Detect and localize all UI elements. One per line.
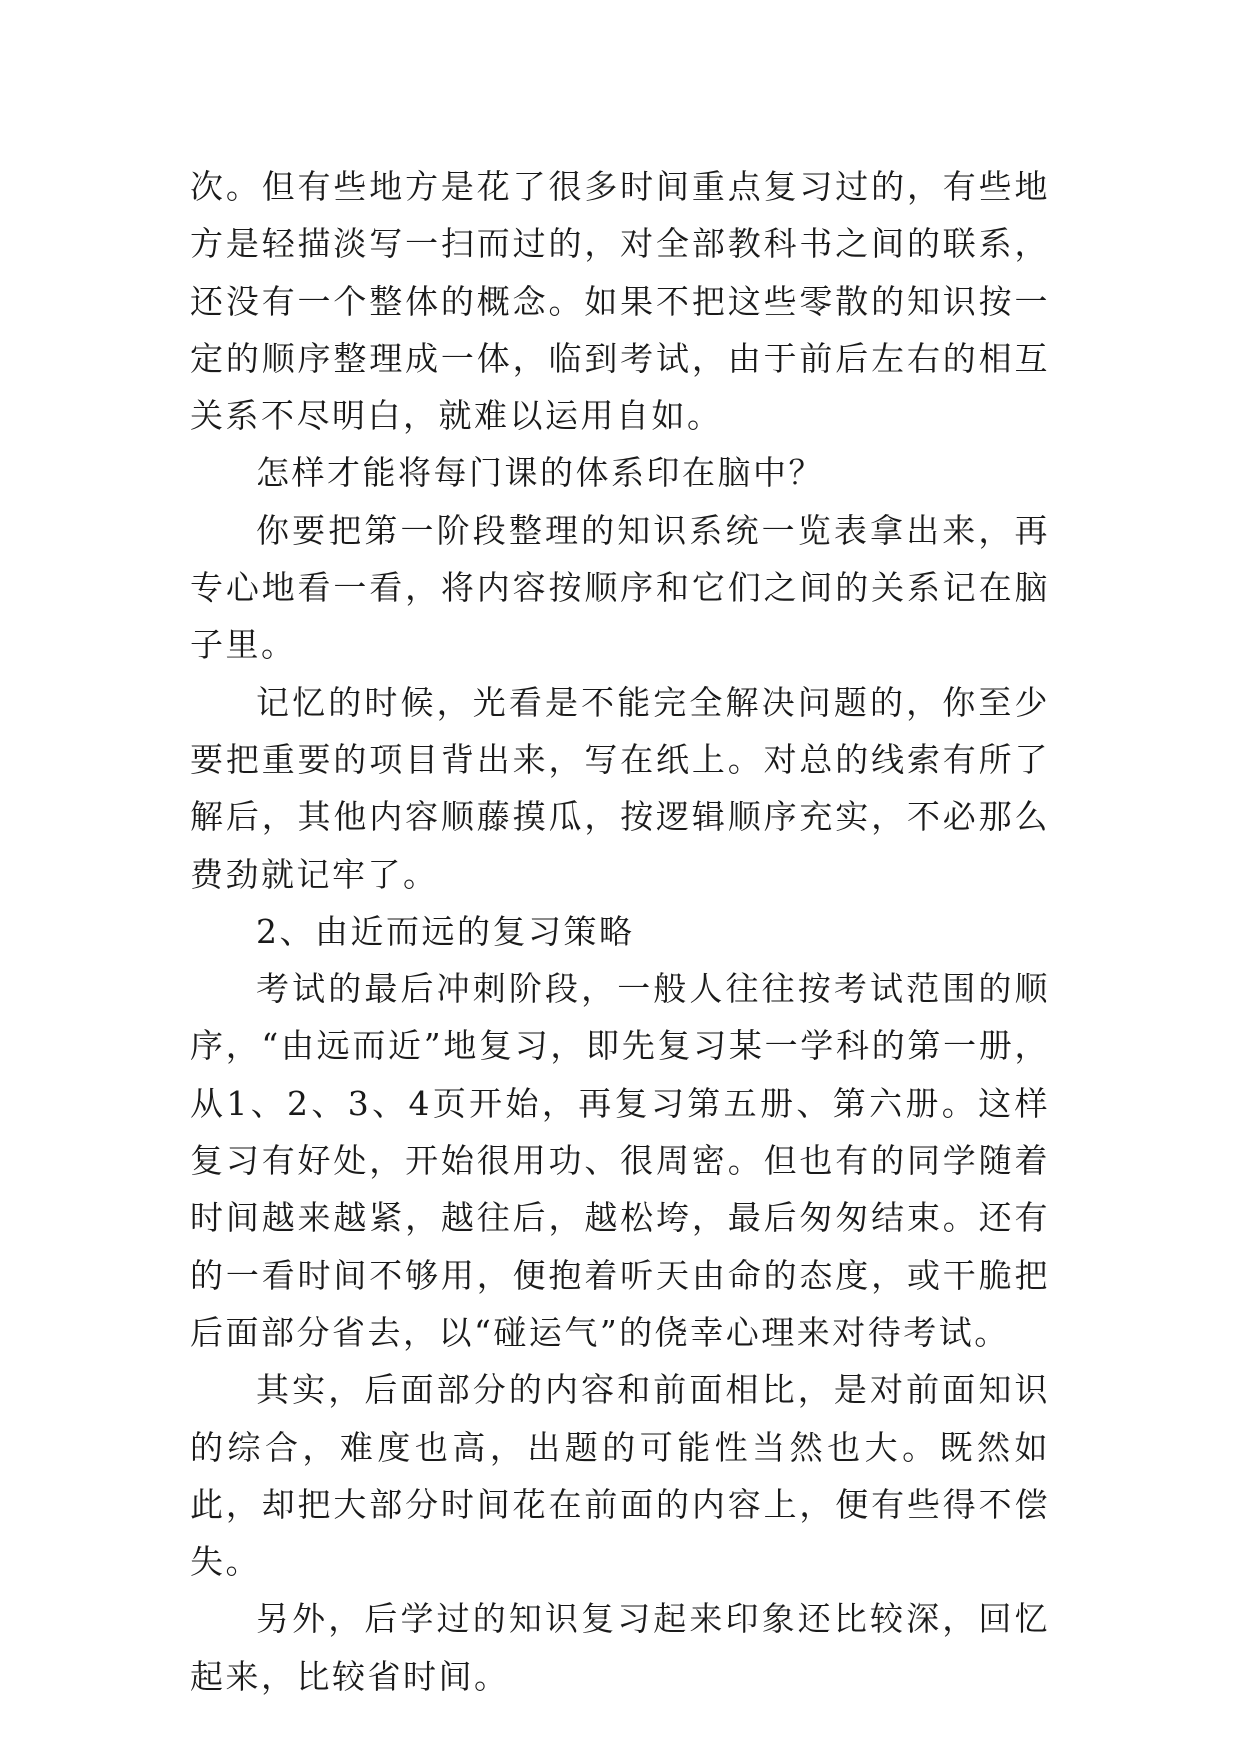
paragraph: 记忆的时候，光看是不能完全解决问题的，你至少要把重要的项目背出来，写在纸上。对总的线索有所了解后，其他内容顺藤摸瓜，按逻辑顺序充实，不必那么费劲就记牢了。 — [190, 682, 1050, 894]
paragraph: 怎样才能将每门课的体系印在脑中？ — [256, 453, 824, 493]
paragraph: 考试的最后冲刺阶段，一般人往往按考试范围的顺序，“由远而近”地复习，即先复习某一学科的第一册，从1、2、3、4页开始，再复习第五册、第六册。这样复习有好处，开始很用功、很周密。但也有的同学随着时间越来越紧，越往后，越松垮，最后匆匆结束。还有的一看时间不够用，便抱着听天由命的态度，或干脆把后面部分省去，以“碰运气”的侥幸心理来对待考试。 — [190, 969, 1050, 1352]
section-heading: 2、由近而远的复习策略 — [256, 911, 635, 951]
paragraph: 次。但有些地方是花了很多时间重点复习过的，有些地方是轻描淡写一扫而过的，对全部教科书之间的联系，还没有一个整体的概念。如果不把这些零散的知识按一定的顺序整理成一体，临到考试，由于前后左右的相互关系不尽明白，就难以运用自如。 — [190, 167, 1050, 436]
paragraph: 你要把第一阶段整理的知识系统一览表拿出来，再专心地看一看，将内容按顺序和它们之间的关系记在脑子里。 — [190, 510, 1050, 665]
paragraph: 另外，后学过的知识复习起来印象还比较深，回忆起来，比较省时间。 — [190, 1599, 1050, 1696]
body-text — [190, 158, 1050, 1705]
paragraph: 其实，后面部分的内容和前面相比，是对前面知识的综合，难度也高，出题的可能性当然也大。既然如此，却把大部分时间花在前面的内容上，便有些得不偿失。 — [190, 1370, 1050, 1582]
